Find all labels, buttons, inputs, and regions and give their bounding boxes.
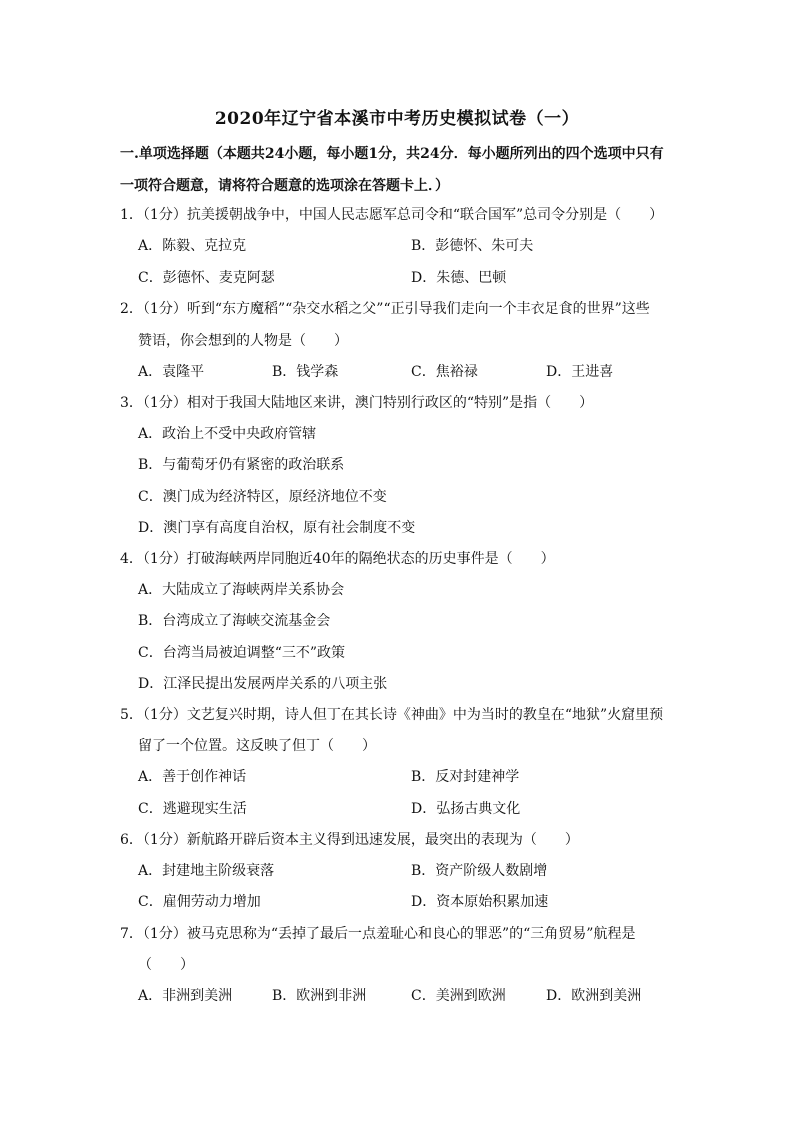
question-4-option-a[interactable]: A．大陆成立了海峡两岸关系协会 <box>138 582 345 598</box>
question-6-option-d[interactable]: D．资本原始积累加速 <box>411 894 549 910</box>
section-heading-line-2: 一项符合题意，请将符合题意的选项涂在答题卡上．） <box>120 178 449 194</box>
question-6-option-c[interactable]: C．雇佣劳动力增加 <box>138 894 261 910</box>
question-7-option-a[interactable]: A．非洲到美洲 <box>138 988 233 1004</box>
question-4-stem: 4．（1分）打破海峡两岸同胞近40年的隔绝状态的历史事件是（ ） <box>120 551 555 567</box>
question-2-option-d[interactable]: D．王进喜 <box>546 364 614 380</box>
question-5-stem-line-2: 留了一个位置。这反映了但丁（ ） <box>138 738 376 754</box>
question-1-option-d[interactable]: D．朱德、巴顿 <box>411 270 507 286</box>
question-7-option-c[interactable]: C．美洲到欧洲 <box>411 988 506 1004</box>
question-7-stem-line-1: 7．（1分）被马克思称为“丢掉了最后一点羞耻心和良心的罪恶”的“三角贸易”航程是 <box>120 926 636 942</box>
question-5-option-d[interactable]: D．弘扬古典文化 <box>411 801 521 817</box>
question-3-stem: 3．（1分）相对于我国大陆地区来讲，澳门特别行政区的“特别”是指（ ） <box>120 395 594 411</box>
question-6-option-b[interactable]: B．资产阶级人数剧增 <box>411 863 548 879</box>
question-2-option-c[interactable]: C．焦裕禄 <box>411 364 478 380</box>
question-7-option-b[interactable]: B．欧洲到非洲 <box>272 988 367 1004</box>
question-2-stem-line-1: 2．（1分）听到“东方魔稻”“杂交水稻之父”“正引导我们走向一个丰衣足食的世界”这些 <box>120 301 650 317</box>
question-1-option-c[interactable]: C．彭德怀、麦克阿瑟 <box>138 270 275 286</box>
question-2-stem-line-2: 赞语，你会想到的人物是（ ） <box>138 333 348 349</box>
question-5-stem-line-1: 5．（1分）文艺复兴时期，诗人但丁在其长诗《神曲》中为当时的教皇在“地狱”火窟里预 <box>120 707 664 723</box>
question-5-option-a[interactable]: A．善于创作神话 <box>138 769 247 785</box>
question-4-option-d[interactable]: D．江泽民提出发展两岸关系的八项主张 <box>138 676 388 692</box>
question-6-option-a[interactable]: A．封建地主阶级衰落 <box>138 863 275 879</box>
page-title: 2020年辽宁省本溪市中考历史模拟试卷（一） <box>214 109 580 129</box>
question-5-option-c[interactable]: C．逃避现实生活 <box>138 801 247 817</box>
question-1-option-a[interactable]: A．陈毅、克拉克 <box>138 238 247 254</box>
question-7-stem-line-2: （ ） <box>138 957 194 973</box>
question-3-option-d[interactable]: D．澳门享有高度自治权，原有社会制度不变 <box>138 520 416 536</box>
question-4-option-c[interactable]: C．台湾当局被迫调整“三不”政策 <box>138 645 346 661</box>
section-heading-line-1: 一.单项选择题（本题共24小题，每小题1分，共24分．每小题所列出的四个选项中只有 <box>120 146 664 162</box>
question-7-option-d[interactable]: D．欧洲到美洲 <box>546 988 642 1004</box>
question-3-option-a[interactable]: A．政治上不受中央政府管辖 <box>138 426 317 442</box>
question-4-option-b[interactable]: B．台湾成立了海峡交流基金会 <box>138 613 331 629</box>
question-3-option-c[interactable]: C．澳门成为经济特区，原经济地位不变 <box>138 489 387 505</box>
question-2-option-b[interactable]: B．钱学森 <box>272 364 339 380</box>
question-6-stem: 6．（1分）新航路开辟后资本主义得到迅速发展，最突出的表现为（ ） <box>120 832 579 848</box>
question-3-option-b[interactable]: B．与葡萄牙仍有紧密的政治联系 <box>138 457 345 473</box>
question-1-stem: 1．（1分）抗美援朝战争中，中国人民志愿军总司令和“联合国军”总司令分别是（ ） <box>120 207 664 223</box>
question-2-option-a[interactable]: A．袁隆平 <box>138 364 205 380</box>
question-5-option-b[interactable]: B．反对封建神学 <box>411 769 520 785</box>
question-1-option-b[interactable]: B．彭德怀、朱可夫 <box>411 238 534 254</box>
